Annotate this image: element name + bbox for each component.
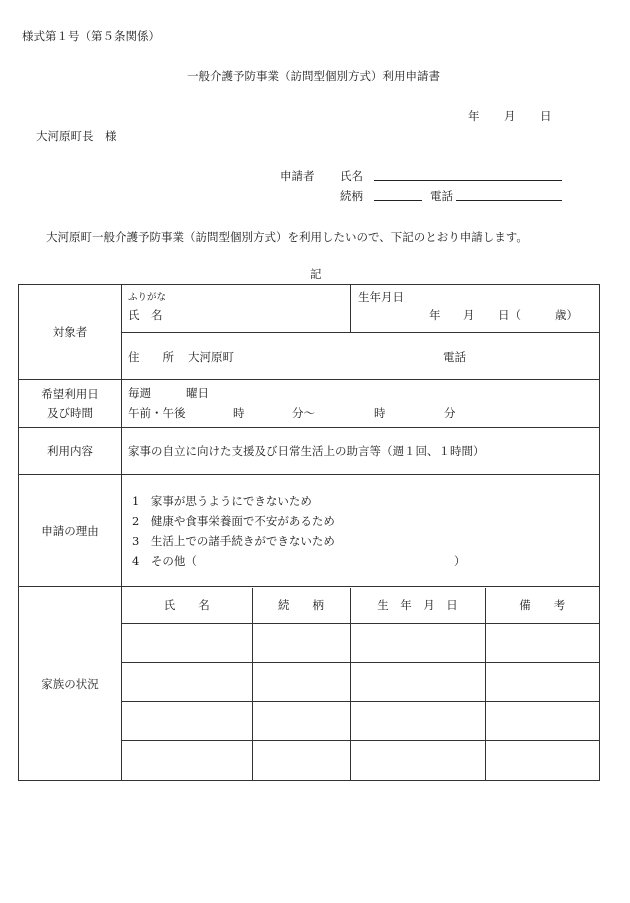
birth-month[interactable]: 月 xyxy=(463,308,475,322)
date-month: 月 xyxy=(504,109,516,123)
applicant-name-field[interactable] xyxy=(374,180,562,181)
family-notes-field[interactable] xyxy=(485,702,599,741)
family-relation-field[interactable] xyxy=(252,624,350,663)
furigana-label: ふりがな xyxy=(128,292,167,303)
date-year: 年 xyxy=(468,109,480,123)
family-birth-field[interactable] xyxy=(350,741,485,780)
addressee: 大河原町長 様 xyxy=(36,129,117,143)
end-hour[interactable]: 時 xyxy=(374,406,386,420)
content-text: 家事の自立に向けた支援及び日常生活上の助言等（週１回、１時間） xyxy=(128,444,485,458)
reasons-label: 申請の理由 xyxy=(19,475,122,587)
family-relation-field[interactable] xyxy=(252,741,350,780)
reason-item-4[interactable]: 4 その他（ xyxy=(132,554,197,568)
family-header-name: 氏 名 xyxy=(122,588,252,624)
family-row xyxy=(122,702,599,741)
birth-year[interactable]: 年 xyxy=(429,308,441,322)
family-relation-field[interactable] xyxy=(252,663,350,702)
family-table xyxy=(122,588,599,780)
birth-age[interactable]: 歳） xyxy=(555,308,578,322)
family-birth-field[interactable] xyxy=(350,663,485,702)
content-label: 利用内容 xyxy=(19,428,122,475)
end-minute[interactable]: 分 xyxy=(444,406,456,420)
content-cell xyxy=(122,428,600,475)
reasons-cell xyxy=(122,475,600,587)
address-town[interactable]: 大河原町 xyxy=(188,350,234,364)
applicant-relation-field[interactable] xyxy=(374,200,422,201)
form-number: 様式第１号（第５条関係） xyxy=(22,29,160,43)
start-hour[interactable]: 時 xyxy=(233,406,245,420)
family-name-field[interactable] xyxy=(122,663,252,702)
subject-label: 対象者 xyxy=(19,285,122,380)
family-relation-field[interactable] xyxy=(252,702,350,741)
applicant-label: 申請者 xyxy=(280,169,315,183)
intro-text: 大河原町一般介護予防事業（訪問型個別方式）を利用したいので、下記のとおり申請します。 xyxy=(46,230,528,244)
family-name-field[interactable] xyxy=(122,624,252,663)
family-notes-field[interactable] xyxy=(485,663,599,702)
birth-label: 生年月日 xyxy=(358,290,404,304)
family-row xyxy=(122,624,599,663)
schedule-label-line2: 及び時間 xyxy=(47,405,93,420)
family-cell xyxy=(122,587,600,781)
address-label: 住 所 xyxy=(128,350,174,364)
family-label: 家族の状況 xyxy=(19,587,122,781)
weekly-label: 毎週 xyxy=(128,386,151,400)
reason-other-close: ） xyxy=(454,554,466,568)
family-notes-field[interactable] xyxy=(485,741,599,780)
ki-mark: 記 xyxy=(310,267,322,281)
family-notes-field[interactable] xyxy=(485,624,599,663)
subject-phone-label[interactable]: 電話 xyxy=(443,350,466,364)
schedule-cell xyxy=(122,380,600,428)
family-name-field[interactable] xyxy=(122,702,252,741)
weekday-field[interactable]: 曜日 xyxy=(186,386,209,400)
schedule-label-line1: 希望利用日 xyxy=(41,386,99,401)
birth-day[interactable]: 日（ xyxy=(498,308,521,322)
reason-item-2[interactable]: 2 健康や食事栄養面で不安があるため xyxy=(132,514,335,528)
family-birth-field[interactable] xyxy=(350,624,485,663)
reason-item-3[interactable]: 3 生活上での諸手続きができないため xyxy=(132,534,335,548)
family-birth-field[interactable] xyxy=(350,702,485,741)
start-minute[interactable]: 分～ xyxy=(292,406,315,420)
family-name-field[interactable] xyxy=(122,741,252,780)
date-day: 日 xyxy=(540,109,552,123)
form-title: 一般介護予防事業（訪問型個別方式）利用申請書 xyxy=(187,69,440,83)
family-row xyxy=(122,741,599,780)
reason-item-1[interactable]: 1 家事が思うようにできないため xyxy=(132,494,312,508)
ampm-select[interactable]: 午前・午後 xyxy=(128,406,186,420)
family-header-relation: 続 柄 xyxy=(252,588,350,624)
applicant-phone-field[interactable] xyxy=(456,200,562,201)
family-header-notes: 備 考 xyxy=(485,588,599,624)
application-table xyxy=(18,284,600,781)
applicant-relation-label: 続柄 xyxy=(340,189,363,203)
subject-name-label[interactable]: 氏 名 xyxy=(128,308,163,322)
applicant-name-label: 氏名 xyxy=(340,169,363,183)
family-header-birth: 生 年 月 日 xyxy=(350,588,485,624)
subject-cell xyxy=(122,285,600,380)
schedule-label xyxy=(19,380,122,428)
applicant-phone-label: 電話 xyxy=(430,189,453,203)
family-row xyxy=(122,663,599,702)
